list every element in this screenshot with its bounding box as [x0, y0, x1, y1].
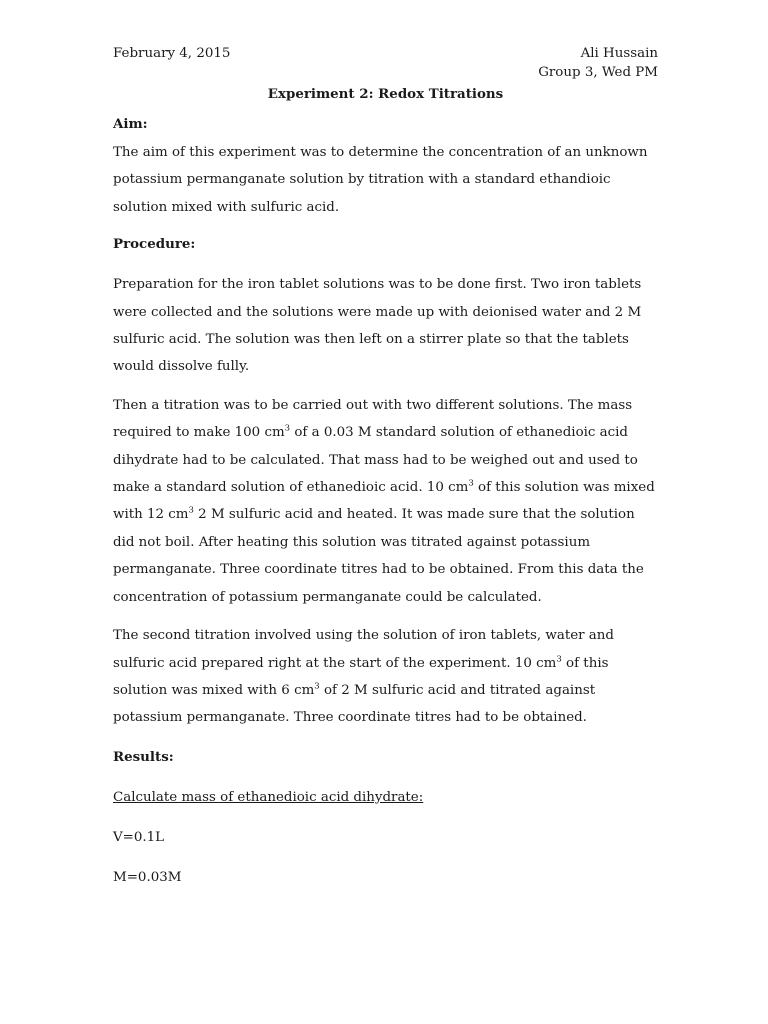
p3-text-c: of 2 M sulfuric acid and titrated against potassium permanganate. Three coordinate titres had to be obtained. — [113, 682, 596, 726]
p2-text-d: 2 M sulfuric acid and heated. It was made sure that the solution did not boil. After heating this solution was titrated against potassium permanganate. Three coordinate titres had to be obtained. From this data the concentration of potassium permanganate could be calculated. — [113, 507, 644, 605]
aim-paragraph: The aim of this experiment was to determine the concentration of an unknown potassium permanganate solution by titration with a standard ethandioic solution mixed with sulfuric acid. — [113, 145, 648, 215]
p3-sup-2: 3 — [314, 681, 320, 692]
p2-text-c: of this solution was mixed with 12 cm — [113, 480, 655, 523]
procedure-paragraph-1: Preparation for the iron tablet solutions was to be done first. Two iron tablets were collected and the solutions were made up with deionised water and 2 M sulfuric acid. The solution was then left on a stirrer plate so that the tablets would dissolve fully. — [113, 277, 642, 375]
p2-text-a: Then a titration was to be carried out with two different solutions. The mass required to make 100 cm — [113, 397, 633, 441]
author-name: Ali Hussain — [580, 46, 658, 61]
p2-text-b: of a 0.03 M standard solution of ethanedioic acid dihydrate had to be calculated. That mass had to be weighed out and used to make a standard solution of ethanedioic acid. 10 cm — [113, 425, 638, 496]
p2-sup-3: 3 — [188, 506, 194, 516]
document-page — [113, 44, 658, 888]
results-heading: Results: — [113, 748, 174, 765]
results-volume: V=0.1L — [113, 829, 165, 845]
p3-text-b: of this solution was mixed with 6 cm — [113, 655, 609, 698]
document-date: February 4, 2015 — [113, 46, 231, 61]
p2-sup-1: 3 — [284, 423, 291, 434]
results-subheading: Calculate mass of ethanedioic acid dihydrate: — [113, 789, 424, 805]
author-block — [538, 44, 658, 82]
document-title: Experiment 2: Redox Titrations — [267, 86, 504, 102]
author-group: Group 3, Wed PM — [538, 65, 658, 80]
p3-sup-1: 3 — [556, 654, 562, 665]
results-molarity: M=0.03M — [113, 869, 182, 885]
procedure-paragraph-2 — [113, 392, 658, 611]
document-header — [113, 44, 658, 82]
procedure-heading: Procedure: — [113, 236, 196, 253]
p2-sup-2: 3 — [468, 478, 474, 489]
p3-text-a: The second titration involved using the solution of iron tablets, water and sulfuric acid prepared right at the start of the experiment. 10 cm — [113, 628, 614, 671]
procedure-paragraph-3 — [113, 622, 658, 732]
aim-heading: Aim: — [113, 116, 148, 132]
